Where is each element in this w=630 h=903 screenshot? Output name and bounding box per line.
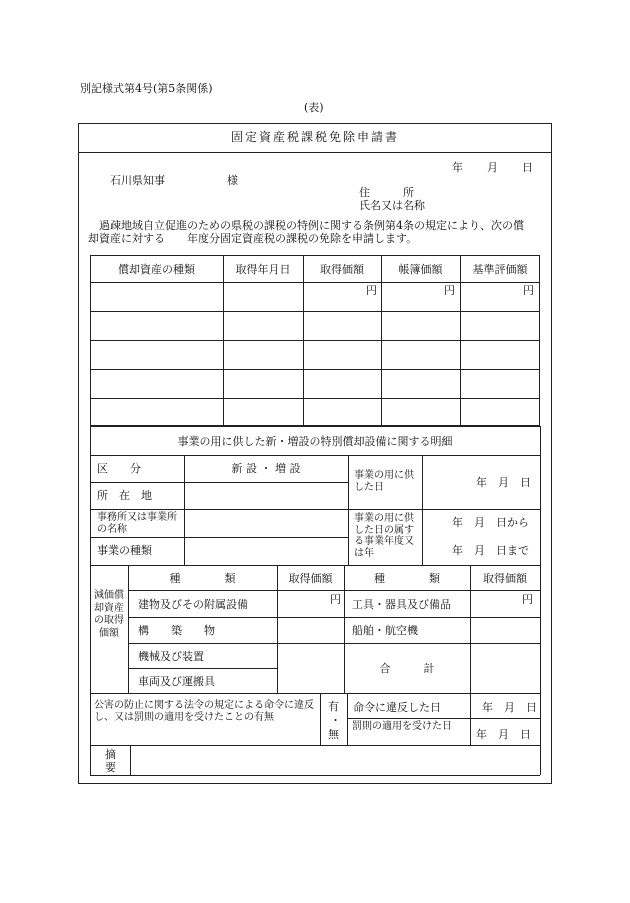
office-name-label: 事務所又は事業所の名称 xyxy=(97,512,177,535)
header-asset-type: 償却資産の種類 xyxy=(118,263,195,276)
form-number: 別記様式第4号(第5条関係) xyxy=(80,82,213,95)
side-label: (表) xyxy=(304,101,324,114)
violation-label: 命令に違反した日 xyxy=(353,701,441,714)
grid-line xyxy=(90,282,540,283)
grid-line xyxy=(90,482,348,483)
grid-line xyxy=(90,565,540,566)
grid-line xyxy=(90,398,540,399)
divider xyxy=(90,455,540,456)
grid-line xyxy=(90,745,540,746)
header-acquired-cost: 取得価額 xyxy=(320,263,364,276)
shinsetsu-label: 新 設 ・ 増 設 xyxy=(231,462,301,475)
grid-line xyxy=(90,565,91,693)
depreciable-cost-label: 減価償却資産の取得価額 xyxy=(94,590,124,639)
grid-line xyxy=(128,590,540,591)
addressee-suffix: 様 xyxy=(227,174,238,187)
grid-line xyxy=(347,718,540,719)
remarks-label: 摘要 xyxy=(105,748,116,775)
grid-line xyxy=(90,775,540,776)
total-label: 合 計 xyxy=(379,662,435,675)
grid-line xyxy=(470,693,471,745)
grid-line xyxy=(128,617,540,618)
grid-line xyxy=(90,537,348,538)
penalty-label: 罰則の適用を受けた日 xyxy=(352,721,452,732)
cost-item: 構 築 物 xyxy=(138,624,215,637)
col-type-2: 種 類 xyxy=(374,572,440,585)
col-cost: 取得価額 xyxy=(288,572,333,585)
header-book-value: 帳簿価額 xyxy=(398,263,443,276)
grid-line xyxy=(90,340,540,341)
unit-yen: 円 xyxy=(330,593,341,606)
body-line-2: 却資産に対する 年度分固定資産税の課税の免除を申請します。 xyxy=(88,232,418,245)
grid-line xyxy=(90,745,91,775)
fiscal-year-label: 事業の用に供した日の属する事業年度又は年 xyxy=(354,513,414,559)
divider xyxy=(90,426,540,427)
separator-dot: ・ xyxy=(330,714,341,727)
grid-line xyxy=(128,565,129,693)
penalty-date: 年 月 日 xyxy=(476,728,531,741)
no-label: 無 xyxy=(328,728,339,741)
grid-line xyxy=(90,369,540,370)
grid-line xyxy=(90,426,91,566)
cost-item: 建物及びその附属設備 xyxy=(138,598,248,611)
use-date: 年 月 日 xyxy=(476,476,531,489)
grid-line xyxy=(540,745,541,775)
grid-line xyxy=(347,693,348,745)
cost-item: 船舶・航空機 xyxy=(352,624,418,637)
header-acquired-date: 取得年月日 xyxy=(235,263,291,276)
grid-line xyxy=(128,668,277,669)
facility-section-title: 事業の用に供した新・増設の特別償却設備に関する明細 xyxy=(177,435,453,448)
unit-yen: 円 xyxy=(366,284,377,297)
date-day: 日 xyxy=(522,161,533,174)
location-label: 所 在 地 xyxy=(97,489,152,502)
pollution-question: 公害の防止に関する法令の規定による命令に違反し、又は罰則の適用を受けたことの有無 xyxy=(94,700,314,723)
grid-line xyxy=(90,693,91,745)
grid-line xyxy=(128,643,540,644)
form-title: 固定資産税課税免除申請書 xyxy=(230,130,399,144)
cost-item: 車両及び運搬具 xyxy=(138,675,215,688)
from-date: 年 月 日から xyxy=(452,516,529,529)
grid-line xyxy=(320,693,321,745)
date-month: 月 xyxy=(487,161,498,174)
to-date: 年 月 日まで xyxy=(452,544,529,557)
grid-line xyxy=(422,455,423,565)
address-label: 住 所 xyxy=(359,186,414,199)
grid-line xyxy=(90,311,540,312)
grid-line xyxy=(277,565,278,693)
body-line-1: 過疎地域自立促進のための県税の課税の特例に関する条例第4条の規定により、次の償 xyxy=(99,219,524,232)
cost-item: 機械及び装置 xyxy=(138,650,204,663)
violation-date: 年 月 日 xyxy=(482,701,537,714)
col-cost-2: 取得価額 xyxy=(483,572,527,585)
use-date-label: 事業の用に供した日 xyxy=(354,470,414,493)
grid-line xyxy=(540,565,541,693)
cost-item: 工具・器具及び備品 xyxy=(352,598,451,611)
business-type-label: 事業の種類 xyxy=(97,544,152,557)
grid-line xyxy=(90,509,540,510)
date-year: 年 xyxy=(452,161,463,174)
col-type: 種 類 xyxy=(169,572,236,585)
unit-yen: 円 xyxy=(444,284,455,297)
kubun-label: 区 分 xyxy=(97,462,141,475)
addressee: 石川県知事 xyxy=(110,174,165,187)
grid-line xyxy=(130,745,131,775)
header-base-value: 基準評価額 xyxy=(472,263,528,276)
unit-yen: 円 xyxy=(522,593,533,606)
grid-line xyxy=(540,426,541,566)
grid-line xyxy=(348,455,349,565)
unit-yen: 円 xyxy=(523,284,534,297)
grid-line xyxy=(90,693,540,694)
yes-label: 有 xyxy=(328,700,339,713)
divider xyxy=(78,152,552,153)
grid-line xyxy=(470,565,471,693)
grid-line xyxy=(540,693,541,745)
name-label: 氏名又は名称 xyxy=(359,199,425,212)
